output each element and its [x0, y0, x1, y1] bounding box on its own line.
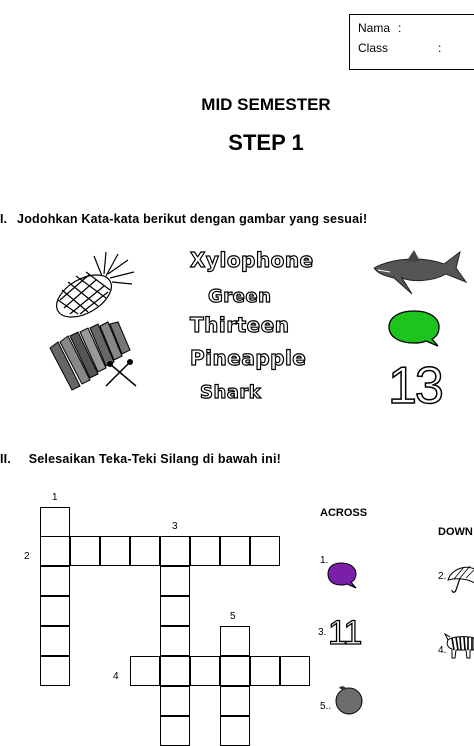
- name-label: Nama: [358, 21, 391, 35]
- grid-number-2: 2: [24, 551, 30, 562]
- crossword-cell[interactable]: [40, 566, 70, 596]
- word-green: Green: [208, 286, 272, 307]
- across-clue-1-number: 1.: [320, 555, 329, 566]
- crossword-cell[interactable]: [40, 536, 70, 566]
- student-identity-box: [349, 14, 474, 70]
- page-title: MID SEMESTER: [201, 95, 331, 114]
- section-2-numeral: II.: [0, 452, 12, 466]
- crossword-cell[interactable]: [130, 536, 160, 566]
- name-colon: :: [398, 21, 402, 35]
- zebra-icon: [444, 628, 474, 660]
- crossword-cell[interactable]: [280, 656, 310, 686]
- pineapple-icon: [48, 250, 136, 318]
- across-clue-5-number: 5..: [320, 701, 332, 712]
- section-2-heading: [0, 452, 281, 466]
- crossword-cell[interactable]: [220, 656, 250, 686]
- grid-number-3: 3: [172, 521, 178, 532]
- across-heading: ACROSS: [320, 507, 368, 519]
- word-xylophone: Xylophone: [190, 248, 314, 272]
- crossword-cell[interactable]: [70, 536, 100, 566]
- crossword-cell[interactable]: [160, 566, 190, 596]
- crossword-cell[interactable]: [250, 536, 280, 566]
- grid-number-1: 1: [52, 492, 58, 503]
- crossword-cell[interactable]: [40, 656, 70, 686]
- section-1-numeral: I.: [0, 212, 8, 226]
- crossword-cell[interactable]: [160, 596, 190, 626]
- grid-number-4: 4: [113, 671, 119, 682]
- crossword-cell[interactable]: [160, 656, 190, 686]
- crossword-cell[interactable]: [190, 536, 220, 566]
- umbrella-icon: [446, 562, 474, 594]
- orange-fruit-icon: [334, 684, 364, 716]
- class-label: Class: [358, 41, 389, 55]
- down-clue-4-number: 4.: [438, 645, 447, 656]
- grid-number-5: 5: [230, 611, 236, 622]
- section-2-instruction: Selesaikan Teka-Teki Silang di bawah ini!: [28, 452, 281, 466]
- eleven-picture: 11: [328, 614, 362, 652]
- crossword-cell[interactable]: [130, 656, 160, 686]
- down-clue-2-number: 2.: [438, 571, 447, 582]
- crossword-cell[interactable]: [160, 626, 190, 656]
- crossword-cell[interactable]: [40, 507, 70, 537]
- section-1-heading: [0, 212, 367, 226]
- word-thirteen: Thirteen: [190, 313, 290, 337]
- crossword-cell[interactable]: [190, 656, 220, 686]
- crossword-cell[interactable]: [40, 596, 70, 626]
- down-heading: DOWN: [438, 526, 473, 538]
- word-pineapple: Pineapple: [190, 346, 307, 370]
- shark-icon: [372, 248, 468, 298]
- across-clue-3-number: 3.: [318, 627, 327, 638]
- crossword-cell[interactable]: [160, 536, 190, 566]
- crossword-cell[interactable]: [160, 686, 190, 716]
- crossword-cell[interactable]: [220, 716, 250, 746]
- thirteen-picture: 13: [388, 357, 442, 415]
- page-subtitle: STEP 1: [228, 130, 304, 155]
- green-speech-bubble-icon: [386, 308, 442, 348]
- word-shark: Shark: [200, 382, 262, 403]
- class-colon: :: [438, 41, 442, 55]
- section-1-instruction: Jodohkan Kata-kata berikut dengan gambar yang sesuai!: [17, 212, 368, 226]
- crossword-cell[interactable]: [220, 626, 250, 656]
- crossword-cell[interactable]: [160, 716, 190, 746]
- crossword-cell[interactable]: [220, 686, 250, 716]
- crossword-cell[interactable]: [40, 626, 70, 656]
- purple-speech-bubble-icon: [326, 561, 358, 589]
- crossword-cell[interactable]: [100, 536, 130, 566]
- crossword-cell[interactable]: [220, 536, 250, 566]
- xylophone-icon: [46, 320, 140, 392]
- crossword-cell[interactable]: [250, 656, 280, 686]
